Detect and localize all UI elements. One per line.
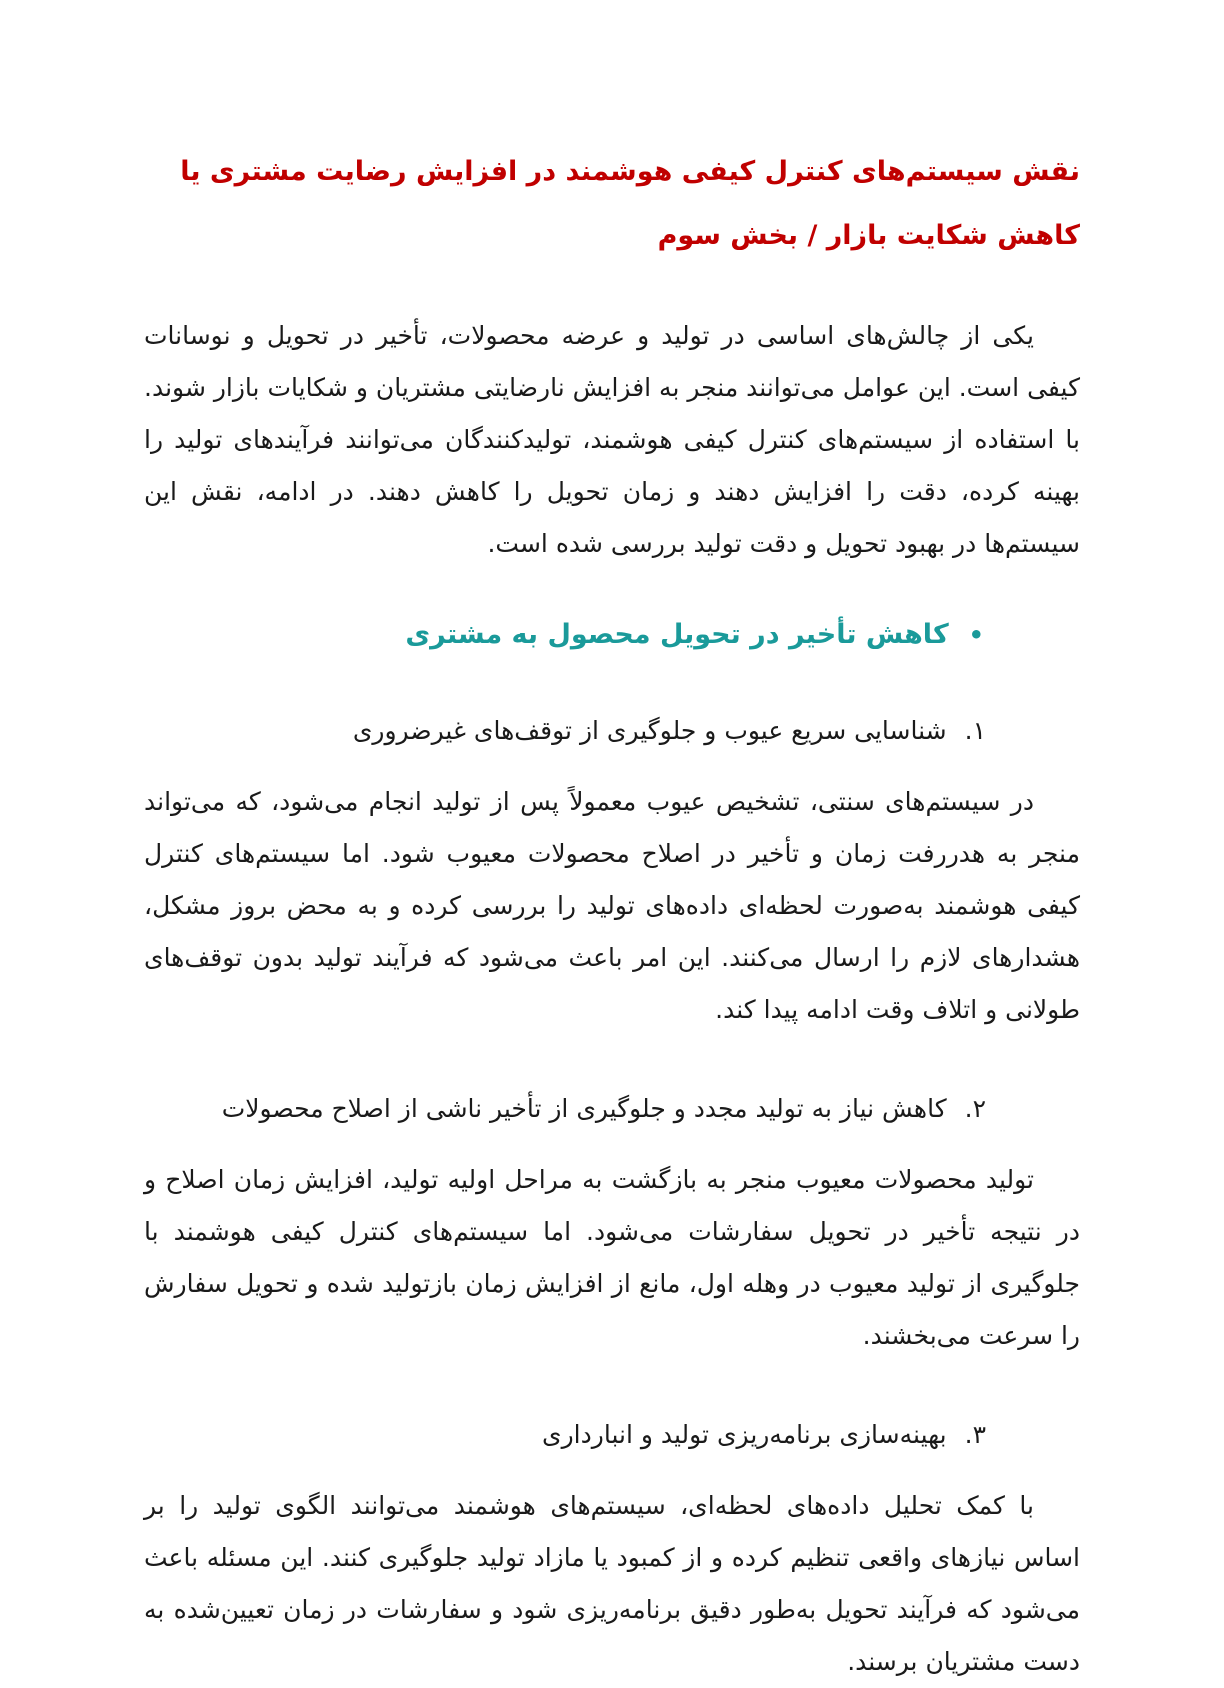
bullet-icon: • — [968, 621, 984, 649]
numbered-item-3-title-row — [144, 1414, 1080, 1456]
section-heading-row — [144, 614, 1080, 656]
item-1-title: شناسایی سریع عیوب و جلوگیری از توقف‌های غیرضروری — [352, 716, 947, 745]
item-2-title: کاهش نیاز به تولید مجدد و جلوگیری از تأخیر ناشی از اصلاح محصولات — [221, 1094, 947, 1123]
item-3-title: بهینه‌سازی برنامه‌ریزی تولید و انبارداری — [542, 1420, 947, 1449]
item-3-number: ۳. — [964, 1420, 986, 1449]
item-1-number: ۱. — [964, 716, 986, 745]
document-title: نقش سیستم‌های کنترل کیفی هوشمند در افزایش رضایت مشتری یا کاهش شکایت بازار / بخش سوم — [180, 156, 1080, 251]
numbered-item-2-title-row — [144, 1088, 1080, 1130]
numbered-item-1-title-row — [144, 710, 1080, 752]
item-2-body: تولید محصولات معیوب منجر به بازگشت به مراحل اولیه تولید، افزایش زمان اصلاح و در نتیجه تأخیر در تحویل سفارشات می‌شود. اما سیستم‌های کنترل کیفی هوشمند با جلوگیری از تولید معیوب در وهله اول، مانع از افزایش زمان بازتولید شده و تحویل سفارش را سرعت می‌بخشند. — [144, 1165, 1080, 1350]
item-3-body: با کمک تحلیل داده‌های لحظه‌ای، سیستم‌های هوشمند می‌توانند الگوی تولید را بر اساس نیازهای واقعی تنظیم کرده و از کمبود یا مازاد تولید جلوگیری کنند. این مسئله باعث می‌شود که فرآیند تحویل به‌طور دقیق برنامه‌ریزی شود و سفارشات در زمان تعیین‌شده به دست مشتریان برسند. — [144, 1491, 1080, 1676]
item-2-number: ۲. — [964, 1094, 986, 1123]
section-heading-text: کاهش تأخیر در تحویل محصول به مشتری — [405, 619, 949, 650]
intro-paragraph: یکی از چالش‌های اساسی در تولید و عرضه محصولات، تأخیر در تحویل و نوسانات کیفی است. این عوامل می‌توانند منجر به افزایش نارضایتی مشتریان و شکایات بازار شوند. با استفاده از سیستم‌های کنترل کیفی هوشمند، تولیدکنندگان می‌توانند فرآیندهای تولید را بهینه کرده، دقت را افزایش دهند و زمان تحویل را کاهش دهند. در ادامه، نقش این سیستم‌ها در بهبود تحویل و دقت تولید بررسی شده است. — [144, 321, 1080, 558]
item-1-body: در سیستم‌های سنتی، تشخیص عیوب معمولاً پس از تولید انجام می‌شود، که می‌تواند منجر به هدررفت زمان و تأخیر در اصلاح محصولات معیوب شود. اما سیستم‌های کنترل کیفی هوشمند به‌صورت لحظه‌ای داده‌های تولید را بررسی کرده و به محض بروز مشکل، هشدارهای لازم را ارسال می‌کنند. این امر باعث می‌شود که فرآیند تولید بدون توقف‌های طولانی و اتلاف وقت ادامه پیدا کند. — [144, 787, 1080, 1024]
